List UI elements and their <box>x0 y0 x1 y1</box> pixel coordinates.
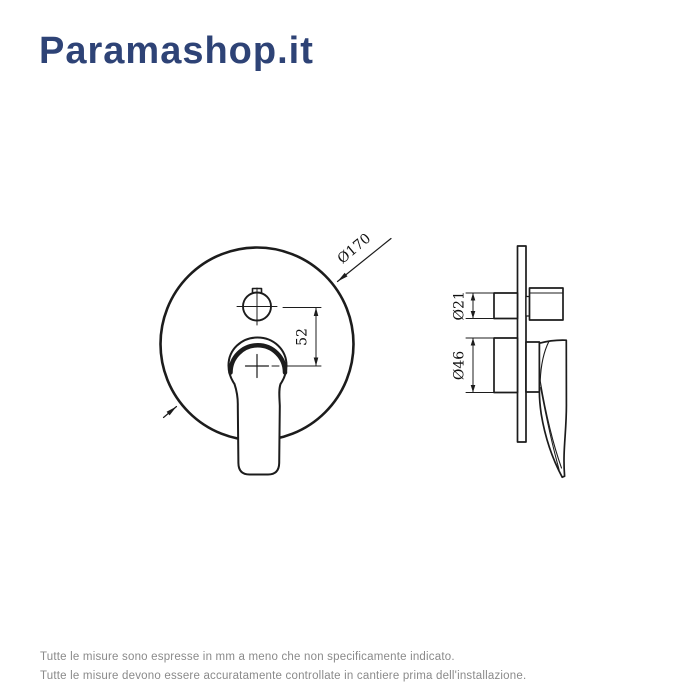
dimension-21 <box>452 291 495 320</box>
dim-21-extensions <box>466 293 494 319</box>
diverter-body-side <box>494 293 518 319</box>
dim-46-extensions <box>466 338 494 393</box>
handle-side-outline <box>539 340 566 477</box>
dim-46-arrow-top <box>471 338 476 346</box>
hub-side <box>494 338 518 393</box>
dim-52-label: 52 <box>294 328 311 346</box>
footer-notes <box>40 648 526 686</box>
dim-21-label: Ø21 <box>451 291 468 321</box>
brand-logo: Paramashop.it <box>39 30 314 72</box>
dim-21-arrow-top <box>471 293 476 301</box>
front-view <box>161 231 392 475</box>
dim-46-arrow-bottom <box>471 385 476 393</box>
plate-side <box>518 246 527 442</box>
footer-note-line1: Tutte le misure sono espresse in mm a meno che non specificamente indicato. <box>40 651 455 663</box>
dim-170-label: Ø170 <box>334 230 375 268</box>
dim-52-arrow-top <box>314 308 319 317</box>
diverter-knob <box>237 288 277 325</box>
handle-side <box>526 340 566 477</box>
diverter-centerlines <box>237 288 277 325</box>
dim-52-arrow-bottom <box>314 358 319 367</box>
side-view <box>452 246 567 477</box>
dim-21-arrow-bottom <box>471 311 476 319</box>
dim-46-label: Ø46 <box>451 350 468 381</box>
footer-note-line2: Tutte le misure devono essere accuratamente controllate in cantiere prima dell'installazione. <box>40 670 527 682</box>
dimension-46 <box>452 338 495 393</box>
diverter-knob-side <box>526 288 563 320</box>
handle-front <box>229 338 287 475</box>
handle-side-neck <box>526 342 539 392</box>
